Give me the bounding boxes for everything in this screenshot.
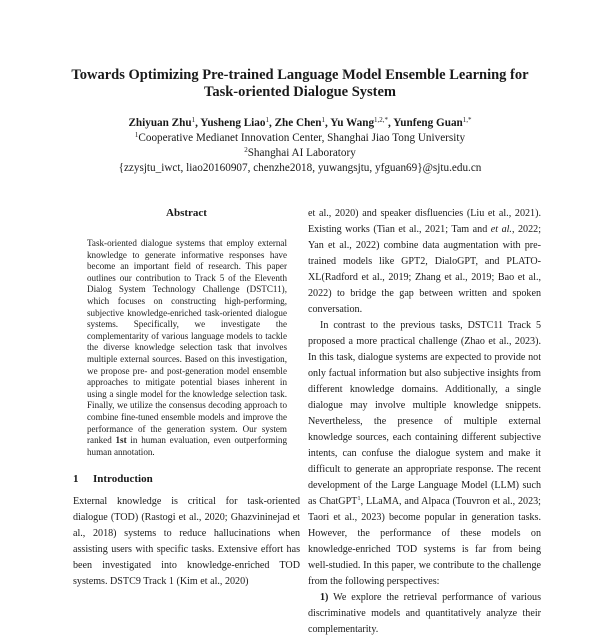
affiliation-2: [40, 146, 560, 161]
author-affiliation-mark: 1: [321, 116, 325, 124]
author-emails: {zzysjtu_iwct, liao20160907, chenzhe2018, yuwangsjtu, yfguan69}@sjtu.edu.cn: [118, 162, 482, 174]
title-line-2: Task-oriented Dialogue System: [204, 84, 396, 100]
author-name: Zhiyuan Zhu: [128, 117, 192, 129]
right-column: [308, 206, 541, 638]
footnote-mark: 1: [357, 495, 361, 502]
author-name: Yu Wang: [330, 117, 375, 129]
right-column-body: [308, 206, 541, 638]
author-names: Zhiyuan Zhu$^1$, Yusheng Liao$^1$, Zhe Chen$^1$, Yu Wang$^{1,2,*}$, Yunfeng Guan$^{1,*}$: [128, 116, 472, 129]
abstract-body: [87, 238, 287, 458]
author-affiliation-mark: 1: [191, 116, 196, 124]
contribution-text: We explore the retrieval performance of various discriminative models and quantitatively analyze their complementarity.: [308, 592, 542, 635]
introduction-body: [73, 494, 300, 590]
task-paragraph: [308, 318, 541, 590]
author-affiliation-mark: 1,2,*: [374, 116, 389, 124]
affiliation-2-text: Shanghai AI Laboratory: [247, 147, 356, 159]
abstract-text-end: in human evaluation, even outperforming human annotation.: [87, 435, 288, 457]
section-heading-introduction: [73, 472, 300, 486]
title-line-1: Towards Optimizing Pre-trained Language Model Ensemble Learning for: [71, 67, 529, 83]
task-text-1: In contrast to the previous tasks, DSTC11 Track 5 proposed a more practical challenge (Zhao et al., 2023). In this task, dialogue systems are expected to provide not only factual information but also subjective insights from different knowledge domains. Additionally, a single dialogue may involve multiple knowledge snippets. Nevertheless, the presence of multiple external knowledge sources, each containing different subjective intents, can confuse the dialogue system and make it difficult to generate an appropriate response. The recent development of the Large Language Model (LLM) such as ChatGPT: [308, 320, 541, 507]
affiliation-1-mark: 1: [134, 131, 139, 139]
abstract-text: Task-oriented dialogue systems that employ external knowledge to generate informative responses have become an important field of research. This paper outlines our contribution to Track 5 of the Eleventh Dialog System Technology Challenge (DSTC11), which focuses on constructing high-performing, subjective knowledge-enriched task-oriented dialogue systems. Specifically, we investigate the complementarity of various language models to tackle the diverse knowledge selection task that involves multiple external sources. Based on this investigation, we propose pre- and post-generation model ensemble approaches to mitigate potential biases inherent in using a single model for the knowledge selection task. Finally, we utilize the consensus decoding approach to combine fine-tuned ensemble models and improve the performance of the generation system. Our system ranked: [87, 238, 287, 446]
author-block: [40, 116, 560, 176]
author-affiliation-mark: 1: [265, 116, 269, 124]
section-title: Introduction: [93, 473, 153, 486]
affiliation-2-mark: 2: [244, 146, 248, 154]
left-column: [73, 206, 300, 590]
author-affiliation-mark: 1,*: [462, 116, 472, 124]
introduction-paragraph: External knowledge is critical for task-oriented dialogue (TOD) (Rastogi et al., 2020; Ghazvininejad et al., 2018) systems to reduce hallucinations when assisting users with specific tasks. Extensive effort has been investigated into knowledge-enriched TOD systems. DSTC9 Track 1 (Kim et al., 2020): [73, 496, 300, 588]
abstract-heading: Abstract: [166, 207, 207, 219]
affiliation-1: [40, 131, 560, 146]
task-text-2: , LLaMA, and Alpaca (Touvron et al., 2023; Taori et al., 2023) become popular in generation tasks. However, the performance of these models on knowledge-enriched TOD systems is far from being well-studied. In this paper, we contribute to the challenge from the following perspectives:: [308, 496, 541, 587]
continued-text-2: , 2022; Yan et al., 2022) combine data augmentation with pre-trained models like GPT2, DialoGPT, and PLATO-XL(Radford et al., 2019; Zhang et al., 2019; Bao et al., 2022) to bridge the gap between written and spoken conversation.: [308, 224, 542, 315]
contribution-item-1: [308, 590, 541, 638]
abstract-rank: 1st: [115, 435, 127, 446]
continued-etal: et al.: [490, 224, 512, 235]
author-name: Zhe Chen: [274, 117, 322, 129]
author-name: Yunfeng Guan: [393, 117, 463, 129]
continued-text-1: et al., 2020) and speaker disfluencies (Liu et al., 2021). Existing works (Tian et al., 2021; Tam and: [308, 208, 541, 235]
affiliation-1-text: Cooperative Medianet Innovation Center, Shanghai Jiao Tong University: [138, 132, 466, 144]
continued-paragraph: [308, 206, 541, 318]
contribution-number: 1): [320, 592, 329, 603]
paper-title: [40, 67, 560, 101]
section-number: 1: [73, 473, 79, 486]
author-name: Yusheng Liao: [200, 117, 266, 129]
